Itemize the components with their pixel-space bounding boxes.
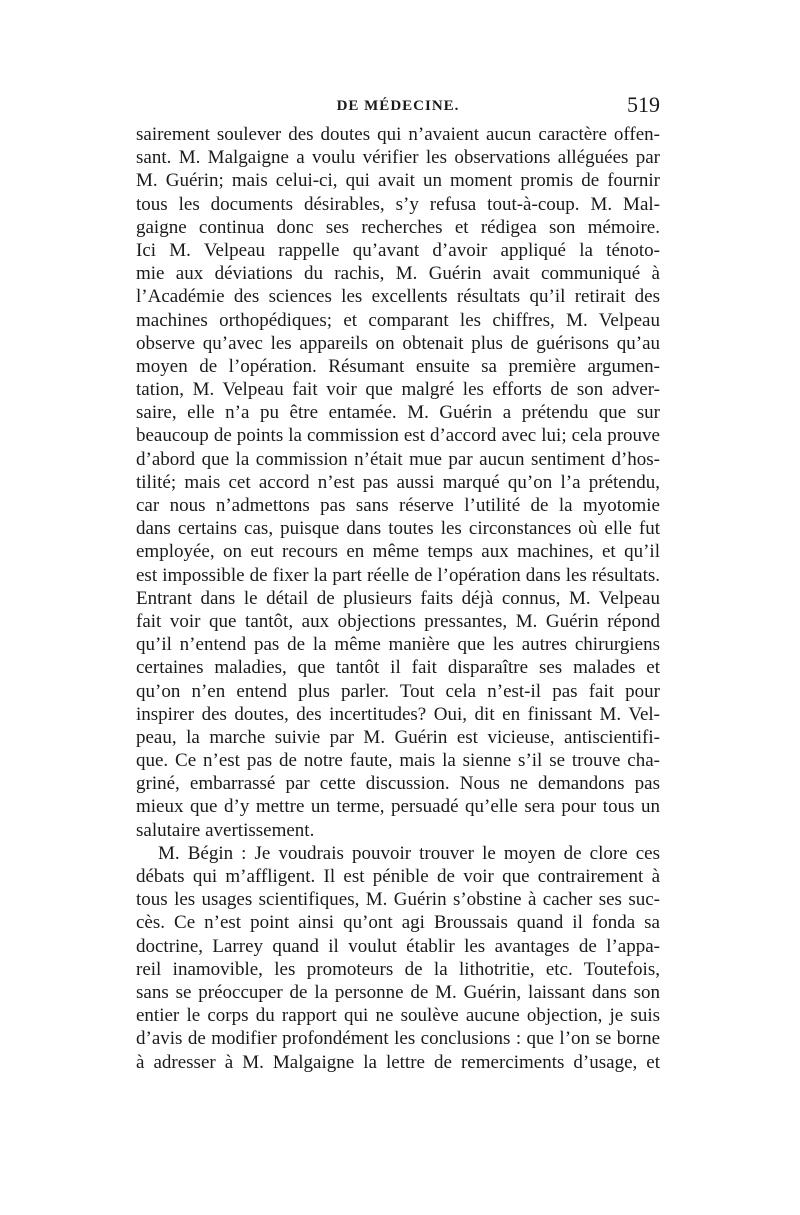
text-line: est impossible de fixer la part réelle de l’opération dans les résultats. [136,564,660,586]
text-line: Entrant dans le détail de plusieurs faits déjà connus, M. Velpeau [136,587,660,609]
text-line: observe qu’avec les appareils on obtenait plus de guérisons qu’au [136,332,660,354]
text-line: cès. Ce n’est point ainsi qu’ont agi Broussais quand il fonda sa [136,912,660,934]
text-line: peau, la marche suivie par M. Guérin est vicieuse, antiscientifi- [136,726,660,748]
text-line: gaigne continua donc ses recherches et rédigea son mémoire. [136,216,660,238]
text-line: tous les documents désirables, s’y refusa tout-à-coup. M. Mal- [136,193,660,215]
text-line: tous les usages scientifiques, M. Guérin s’obstine à cacher ses suc- [136,889,660,911]
text-line: mie aux déviations du rachis, M. Guérin avait communiqué à [136,263,660,285]
text-line: qu’on n’en entend plus parler. Tout cela n’est-il pas fait pour [136,680,660,702]
text-line: machines orthopédiques; et comparant les chiffres, M. Velpeau [136,309,660,331]
text-line: reil inamovible, les promoteurs de la lithotritie, etc. Toutefois, [136,958,660,980]
text-line: à adresser à M. Malgaigne la lettre de remerciments d’usage, et [136,1051,660,1073]
text-line: beaucoup de points la commission est d’accord avec lui; cela prouve [136,425,660,447]
text-line: Ici M. Velpeau rappelle qu’avant d’avoir appliqué la ténoto- [136,239,660,261]
text-line: salutaire avertissement. [136,819,315,841]
text-line: certaines maladies, que tantôt il fait disparaître ses malades et [136,657,660,679]
text-line: que. Ce n’est pas de notre faute, mais la sienne s’il se trouve cha- [136,750,660,772]
page-number: 519 [627,92,660,117]
text-line: tilité; mais cet accord n’est pas aussi marqué qu’on l’a prétendu, [136,471,660,493]
text-line: M. Guérin; mais celui-ci, qui avait un moment promis de fournir [136,170,660,192]
text-line: qu’il n’entend pas de la même manière que les autres chirurgiens [136,634,660,656]
text-line: fait voir que tantôt, aux objections pressantes, M. Guérin répond [136,610,660,632]
text-line: sairement soulever des doutes qui n’avaient aucun caractère offen- [136,124,660,145]
text-line: sans se préoccuper de la personne de M. Guérin, laissant dans son [136,981,660,1003]
text-line: M. Bégin : Je voudrais pouvoir trouver le moyen de clore ces [158,842,660,864]
text-line: l’Académie des sciences les excellents résultats qu’il retirait des [136,286,660,308]
text-line: griné, embarrassé par cette discussion. Nous ne demandons pas [136,773,660,795]
paragraph-velpeau [136,123,660,842]
running-head [136,92,660,122]
paragraph-begin [136,842,660,1074]
text-line: tation, M. Velpeau fait voir que malgré les efforts de son adver- [136,379,660,401]
text-line: employée, on eut recours en même temps aux machines, et qu’il [136,541,660,563]
text-line: débats qui m’affligent. Il est pénible de voir que contrairement à [136,866,660,887]
body-text [136,123,660,1074]
text-line: dans certains cas, puisque dans toutes les circonstances où elle fut [136,518,660,540]
running-title: DE MÉDECINE. [336,98,460,114]
text-line: doctrine, Larrey quand il voulut établir les avantages de l’appa- [136,935,660,957]
text-line: inspirer des doutes, des incertitudes? Oui, dit en finissant M. Vel- [136,703,660,725]
text-line: saire, elle n’a pu être entamée. M. Guérin a prétendu que sur [136,402,660,424]
text-line: moyen de l’opération. Résumant ensuite sa première argumen- [136,355,660,377]
text-line: sant. M. Malgaigne a voulu vérifier les observations alléguées par [136,147,660,169]
text-line: d’avis de modifier profondément les conclusions : que l’on se borne [136,1028,660,1050]
text-line: mieux que d’y mettre un terme, persuadé qu’elle sera pour tous un [136,796,660,818]
text-line: car nous n’admettons pas sans réserve l’utilité de la myotomie [136,495,660,516]
text-line: d’abord que la commission n’était mue par aucun sentiment d’hos- [136,448,660,470]
text-line: entier le corps du rapport qui ne soulève aucune objection, je suis [136,1005,660,1027]
